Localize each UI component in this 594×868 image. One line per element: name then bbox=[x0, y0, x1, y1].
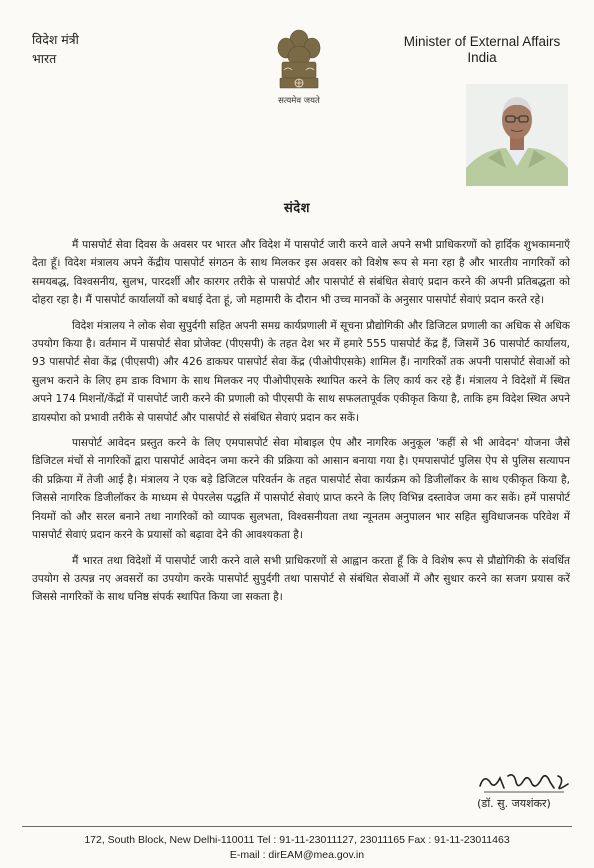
country-name-english: India bbox=[467, 50, 497, 65]
signatory-name: (डॉ. सु. जयशंकर) bbox=[477, 797, 551, 810]
office-title-hindi: विदेश मंत्री bbox=[32, 32, 79, 47]
minister-portrait bbox=[466, 84, 568, 186]
footer-email: E-mail : dirEAM@mea.gov.in bbox=[229, 849, 365, 861]
message-title: संदेश bbox=[283, 201, 311, 216]
emblem-motto: सत्यमेव जयते bbox=[278, 96, 320, 106]
paragraph-2: विदेश मंत्रालय ने लोक सेवा सुपुर्दगी सहित अपनी समग्र कार्यप्रणाली में सूचना प्रौद्योगिकी और डिजिटल प्रणाली का अधिक से अधिक उपयोग किया है। वर्तमान में पासपोर्ट सेवा प्रोजेक्ट (पीएसपी) के तहत देश भर में हमारे 555 पासपोर्ट केंद्र हैं, जिसमें 36 पासपोर्ट कार्यालय, 93 पासपोर्ट सेवा केंद्र (पीएसपी) और 426 डाकघर पासपोर्ट सेवा केंद्र (पीओपीएसके) शामिल हैं। नागरिकों तक अपनी पासपोर्ट सेवाओं को सुलभ कराने के लिए हम डाक विभाग के साथ मिलकर नए पीओपीएसके स्थापित करने के लिए कार्य कर रहे हैं। मंत्रालय ने विदेशों में स्थित अपने 174 मिशनों/केंद्रों में पासपोर्ट जारी करने की प्रणाली को पीएसपी के साथ सफलतापूर्वक एकीकृत किया है, ताकि हम विदेश स्थित अपने डायस्पोरा को प्रभावी तरीके से पासपोर्ट और पासपोर्ट से संबंधित सेवाएं प्रदान कर सकें। bbox=[32, 319, 570, 424]
ashoka-emblem-icon bbox=[272, 26, 326, 106]
handwritten-signature bbox=[474, 768, 574, 796]
footer-address: 172, South Block, New Delhi-110011 Tel : 91-11-23011127, 23011165 Fax : 91-11-23011463 bbox=[84, 834, 510, 846]
header-left-block bbox=[32, 30, 79, 68]
paragraph-1: मैं पासपोर्ट सेवा दिवस के अवसर पर भारत और विदेश में पासपोर्ट जारी करने वाले अपने सभी प्राधिकरणों को हार्दिक शुभकामनाएँ देता हूँ। विदेश मंत्रालय अपने केंद्रीय पासपोर्ट संगठन के साथ मिलकर इस अवसर को विशेष रूप से मना रहा है और भारतीय नागरिकों को समयबद्ध, विश्वसनीय, सुलभ, पारदर्शी और कारगर तरीके से पासपोर्ट और पासपोर्ट से संबंधित सेवाएं प्रदान करने की अपनी प्रतिबद्धता को दोहरा रहा है। मैं पासपोर्ट कार्यालयों को बधाई देता हूं, जो महामारी के दौरान भी उच्च मानकों के अनुसार पासपोर्ट सेवाएं प्रदान करते रहे। bbox=[32, 239, 570, 307]
paragraph-4: मैं भारत तथा विदेशों में पासपोर्ट जारी करने वाले सभी प्राधिकरणों से आह्वान करता हूँ कि वे विशेष रूप से प्रौद्योगिकी के संवर्धित उपयोग से उत्पन्न नए अवसरों का उपयोग करके पासपोर्ट सुपुर्दगी तथा पासपोर्ट से संबंधित सेवाओं में और सुधार करने का सजग प्रयास करें जिससे नागरिकों के साथ घनिष्ठ संपर्क स्थापित किया जा सकता है। bbox=[32, 554, 570, 604]
message-body bbox=[32, 236, 570, 614]
office-title-english: Minister of External Affairs bbox=[403, 34, 561, 49]
footer-divider bbox=[22, 826, 572, 827]
country-name-hindi: भारत bbox=[32, 51, 57, 66]
paragraph-3: पासपोर्ट आवेदन प्रस्तुत करने के लिए एमपासपोर्ट सेवा मोबाइल ऐप और नागरिक अनुकूल 'कहीं से भी आवेदन' योजना जैसे डिजिटल मंचों से नागरिकों द्वारा पासपोर्ट आवेदन जमा करने की प्रक्रिया को आसान बनाया गया है। एमपासपोर्ट पुलिस ऐप से पुलिस सत्यापन की प्रक्रिया में तेजी आई है। मंत्रालय ने एक बड़े डिजिटल परिवर्तन के तहत पासपोर्ट सेवा कार्यक्रम को डिजीलॉकर के साथ एकीकृत किया है, जिससे नागरिक डिजीलॉकर के माध्यम से पेपरलेस पद्धति में पासपोर्ट सेवाएं प्राप्त करने के लिए विभिन्न दस्तावेज जमा कर सकें। हमें पासपोर्ट नियमों को और सरल बनाने तथा नागरिकों को व्यापक सुलभता, विश्वसनीयता तथा न्यूनतम अनुपालन भार सहित सुविधाजनक परिवेश में पासपोर्ट सेवाएं प्रदान करने के प्रयासों को बढ़ावा देने की आवश्यकता है। bbox=[32, 437, 570, 542]
header-right-block bbox=[398, 34, 566, 66]
